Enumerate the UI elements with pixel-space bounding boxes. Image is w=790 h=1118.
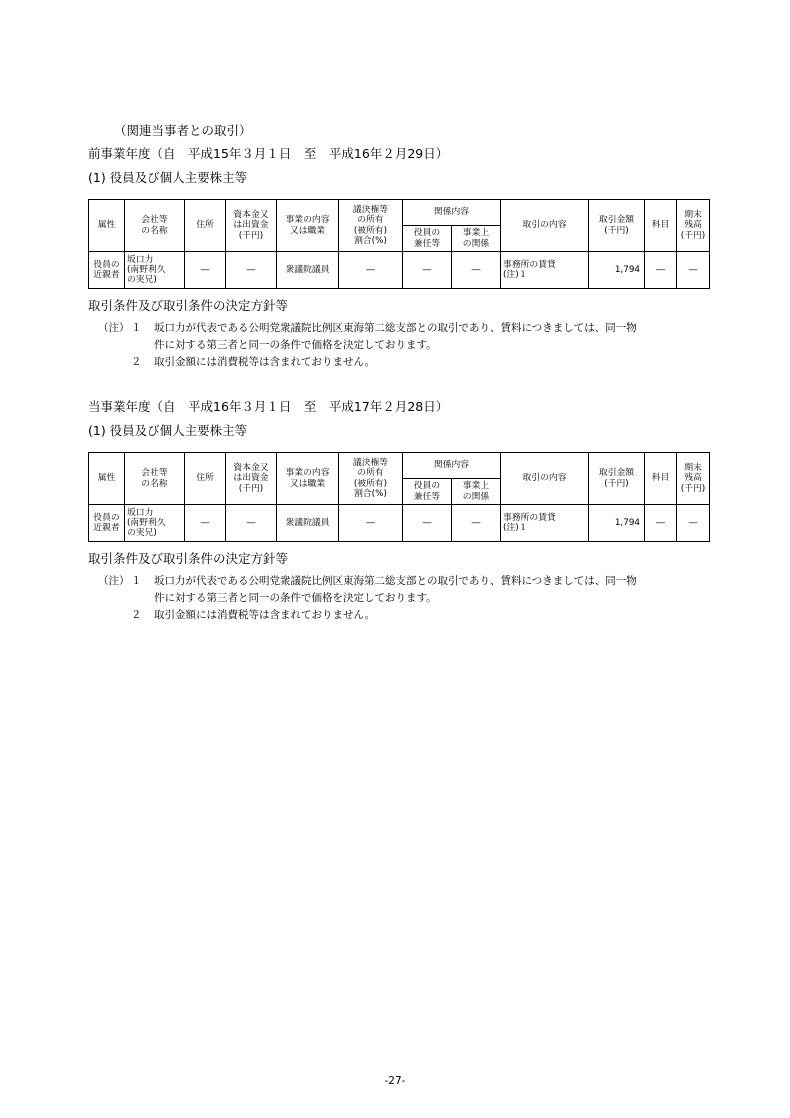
conditions-title: 取引条件及び取引条件の決定方針等 xyxy=(88,551,289,566)
header-business: 事業の内容 又は職業 xyxy=(277,453,339,505)
header-voting: 議決権等 の所有 (被所有) 割合(%) xyxy=(339,200,403,252)
cell-company-name: 坂口力 (南野利久 の実兄) xyxy=(125,252,185,289)
header-account: 科目 xyxy=(645,453,677,505)
header-account: 科目 xyxy=(645,200,677,252)
header-balance: 期末 残高 (千円) xyxy=(677,200,710,252)
note-1-line-2: 件に対する第三者と同一の条件で価格を決定しております。 xyxy=(154,339,437,351)
header-relationship: 関係内容 xyxy=(403,453,501,479)
header-business-relation: 事業上 の関係 xyxy=(452,226,501,252)
cell-capital: ― xyxy=(226,505,277,542)
header-company-name: 会社等 の名称 xyxy=(125,453,185,505)
cell-balance: ― xyxy=(677,252,710,289)
note-1-line-1: 坂口力が代表である公明党衆議院比例区東海第二総支部との取引であり、賃料につきましては、同一物 xyxy=(154,575,637,587)
header-capital: 資本金又 は出資金 (千円) xyxy=(226,453,277,505)
header-relationship: 関係内容 xyxy=(403,200,501,226)
header-attribute: 属性 xyxy=(89,453,125,505)
header-amount: 取引金額 (千円) xyxy=(589,200,645,252)
note-2-line-1: 取引金額には消費税等は含まれておりません。 xyxy=(154,609,376,621)
cell-transaction: 事務所の賃貸 (注)１ xyxy=(501,252,589,289)
note-1-number: １ xyxy=(131,575,142,587)
header-balance: 期末 残高 (千円) xyxy=(677,453,710,505)
related-party-table xyxy=(88,199,710,289)
cell-voting: ― xyxy=(339,252,403,289)
note-1-line-1: 坂口力が代表である公明党衆議院比例区東海第二総支部との取引であり、賃料につきましては、同一物 xyxy=(154,322,637,334)
cell-transaction: 事務所の賃貸 (注)１ xyxy=(501,505,589,542)
note-2-number: ２ xyxy=(131,609,142,621)
period-title: 前事業年度（自 平成15年３月１日 至 平成16年２月29日） xyxy=(88,146,449,161)
cell-concurrent: ― xyxy=(403,252,452,289)
subtitle: (1) 役員及び個人主要株主等 xyxy=(88,423,248,438)
related-party-heading: （関連当事者との取引） xyxy=(114,123,252,138)
cell-address: ― xyxy=(185,505,226,542)
header-business: 事業の内容 又は職業 xyxy=(277,200,339,252)
cell-attribute: 役員の 近親者 xyxy=(89,252,125,289)
cell-business: 衆議院議員 xyxy=(277,252,339,289)
related-party-table xyxy=(88,452,710,542)
header-address: 住所 xyxy=(185,200,226,252)
cell-account: ― xyxy=(645,252,677,289)
cell-business-relation: ― xyxy=(452,252,501,289)
header-address: 住所 xyxy=(185,453,226,505)
note-prefix: （注） xyxy=(98,322,130,334)
table-row xyxy=(89,505,710,542)
page-number: -27- xyxy=(384,1075,406,1087)
header-voting: 議決権等 の所有 (被所有) 割合(%) xyxy=(339,453,403,505)
note-1-number: １ xyxy=(131,322,142,334)
header-business-relation: 事業上 の関係 xyxy=(452,479,501,505)
note-2-number: ２ xyxy=(131,356,142,368)
cell-address: ― xyxy=(185,252,226,289)
subtitle: (1) 役員及び個人主要株主等 xyxy=(88,170,248,185)
cell-capital: ― xyxy=(226,252,277,289)
table-row xyxy=(89,252,710,289)
cell-attribute: 役員の 近親者 xyxy=(89,505,125,542)
cell-amount: 1,794 xyxy=(589,505,645,542)
cell-concurrent: ― xyxy=(403,505,452,542)
conditions-title: 取引条件及び取引条件の決定方針等 xyxy=(88,298,289,313)
cell-business: 衆議院議員 xyxy=(277,505,339,542)
cell-company-name: 坂口力 (南野利久 の実兄) xyxy=(125,505,185,542)
header-concurrent: 役員の 兼任等 xyxy=(403,479,452,505)
header-capital: 資本金又 は出資金 (千円) xyxy=(226,200,277,252)
note-1-line-2: 件に対する第三者と同一の条件で価格を決定しております。 xyxy=(154,592,437,604)
cell-account: ― xyxy=(645,505,677,542)
header-transaction: 取引の内容 xyxy=(501,200,589,252)
cell-amount: 1,794 xyxy=(589,252,645,289)
header-concurrent: 役員の 兼任等 xyxy=(403,226,452,252)
header-company-name: 会社等 の名称 xyxy=(125,200,185,252)
note-2-line-1: 取引金額には消費税等は含まれておりません。 xyxy=(154,356,376,368)
note-prefix: （注） xyxy=(98,575,130,587)
cell-balance: ― xyxy=(677,505,710,542)
header-transaction: 取引の内容 xyxy=(501,453,589,505)
header-attribute: 属性 xyxy=(89,200,125,252)
cell-business-relation: ― xyxy=(452,505,501,542)
cell-voting: ― xyxy=(339,505,403,542)
period-title: 当事業年度（自 平成16年３月１日 至 平成17年２月28日） xyxy=(88,399,449,414)
header-amount: 取引金額 (千円) xyxy=(589,453,645,505)
